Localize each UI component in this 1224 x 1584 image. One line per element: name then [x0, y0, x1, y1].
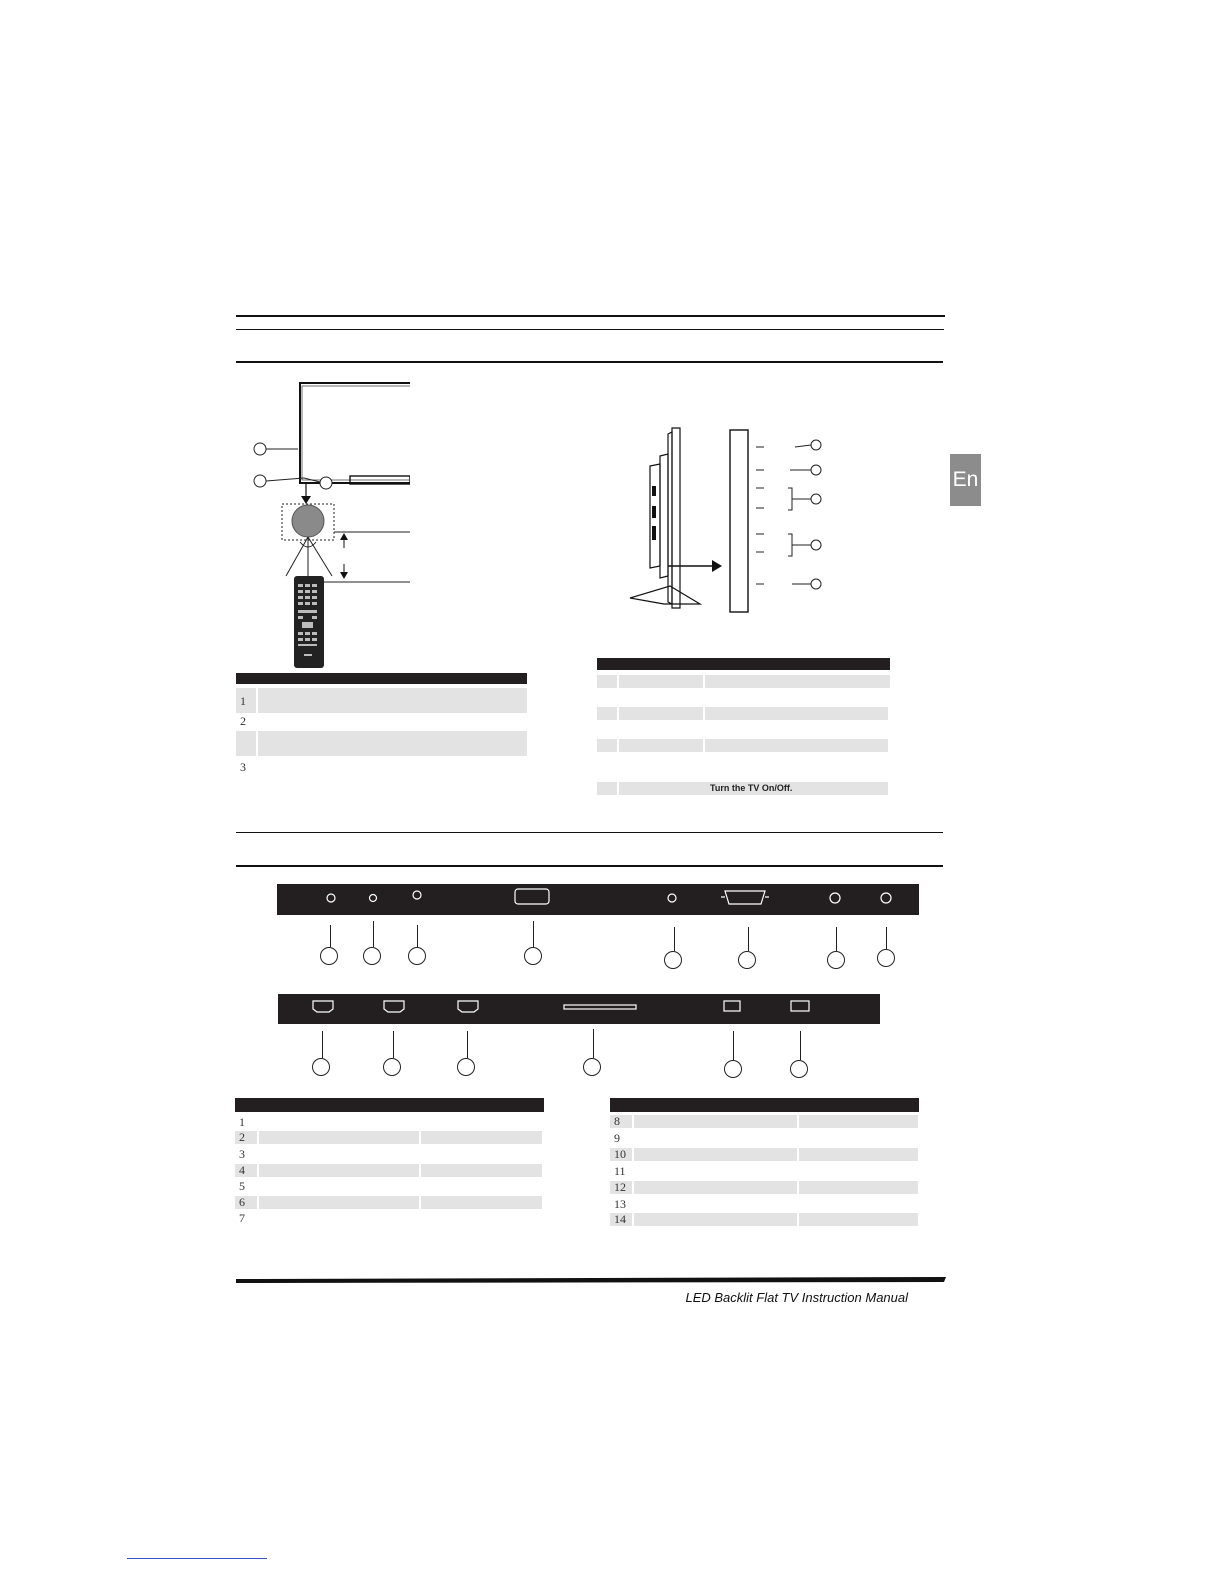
hdmi-port	[458, 1001, 478, 1012]
row-number: 9	[614, 1131, 620, 1145]
row-number: 10	[614, 1147, 626, 1161]
top-rule-thick	[236, 315, 945, 317]
power-button-description: Turn the TV On/Off.	[710, 783, 793, 793]
row-number: 5	[239, 1179, 245, 1193]
row-number: 6	[239, 1195, 245, 1209]
row-number: 4	[239, 1163, 245, 1177]
connector-port	[668, 894, 676, 902]
bottom-link-underline[interactable]	[127, 1558, 267, 1559]
callout-circle	[790, 1060, 808, 1078]
section2-rule-top	[236, 832, 943, 833]
callout-circle	[738, 951, 756, 969]
table-row	[236, 688, 527, 713]
connector-port	[830, 893, 840, 903]
hdmi-port	[384, 1001, 404, 1012]
callout-circle	[457, 1058, 475, 1076]
row-number: 3	[239, 1147, 245, 1161]
callout-circle	[811, 494, 821, 504]
ports-table-right-header	[610, 1098, 919, 1112]
row-number: 13	[614, 1197, 626, 1211]
callout-circle	[811, 465, 821, 475]
ir-sensor	[292, 505, 324, 537]
footer-rule	[236, 1277, 946, 1285]
button-strip	[730, 430, 748, 612]
tv-side-view-illustration	[620, 426, 850, 616]
ports-table-left-header	[235, 1098, 544, 1112]
row-number: 12	[614, 1180, 626, 1194]
callout-circle	[254, 443, 266, 455]
row-number: 14	[614, 1212, 626, 1226]
table-row	[235, 1164, 542, 1177]
language-tab[interactable]: En	[950, 454, 981, 506]
callout-circle	[811, 540, 821, 550]
table-row	[610, 1181, 918, 1194]
vga-port	[725, 891, 765, 904]
table-row	[236, 731, 527, 756]
row-number: 3	[240, 760, 246, 774]
remote-control	[294, 576, 324, 668]
row-number: 1	[239, 1115, 245, 1129]
manual-title: LED Backlit Flat TV Instruction Manual	[685, 1290, 908, 1305]
table-row	[235, 1131, 542, 1144]
tv-screen	[300, 383, 410, 483]
connector-port	[327, 894, 335, 902]
usb-port	[791, 1001, 809, 1011]
table-row	[610, 1148, 918, 1161]
connector-port	[881, 893, 891, 903]
callout-circle	[254, 475, 266, 487]
callout-circle	[811, 579, 821, 589]
table-row	[597, 739, 888, 752]
section2-rule	[236, 865, 943, 867]
row-number: 8	[614, 1114, 620, 1128]
row-number: 7	[239, 1211, 245, 1225]
connector-port	[370, 895, 377, 902]
table-row	[597, 675, 890, 688]
callout-circle	[583, 1058, 601, 1076]
callout-circle	[383, 1058, 401, 1076]
remote-table-header	[236, 673, 527, 684]
rear-connectors-bottom	[278, 994, 880, 1024]
row-number: 2	[239, 1130, 245, 1144]
callout-circle	[877, 949, 895, 967]
callout-circle	[320, 947, 338, 965]
section1-rule	[236, 361, 943, 363]
table-row	[235, 1196, 542, 1209]
table-row	[597, 707, 888, 720]
connector-port	[413, 891, 421, 899]
hdmi-port	[313, 1001, 333, 1012]
scart-port	[515, 889, 549, 904]
top-rule-thin	[236, 329, 944, 330]
callout-circle	[811, 440, 821, 450]
usb-port	[724, 1001, 740, 1011]
table-row	[610, 1213, 918, 1226]
row-number: 1	[240, 694, 246, 708]
button-table-header	[597, 658, 890, 670]
callout-circle	[664, 951, 682, 969]
row-number: 11	[614, 1164, 626, 1178]
callout-circle	[320, 477, 332, 489]
callout-circle	[724, 1060, 742, 1078]
ci-slot	[564, 1005, 636, 1009]
row-number: 2	[240, 714, 246, 728]
callout-circle	[363, 947, 381, 965]
callout-circle	[524, 947, 542, 965]
callout-circle	[408, 947, 426, 965]
rear-connectors-top	[277, 884, 919, 915]
callout-circle	[312, 1058, 330, 1076]
callout-circle	[827, 951, 845, 969]
table-row	[610, 1115, 918, 1128]
tv-side-profile	[630, 428, 700, 608]
tv-remote-illustration	[250, 378, 410, 674]
